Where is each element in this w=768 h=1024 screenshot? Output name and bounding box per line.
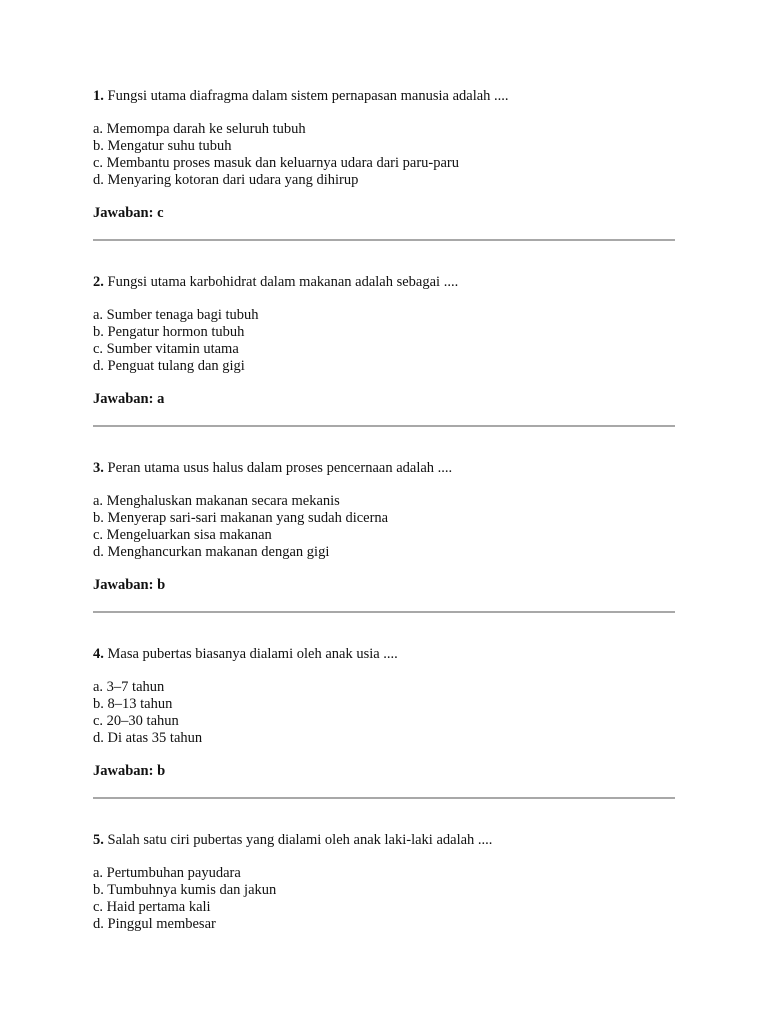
options-list — [93, 307, 675, 375]
question-prompt: Salah satu ciri pubertas yang dialami oleh anak laki-laki adalah .... — [107, 832, 493, 848]
divider — [93, 425, 675, 427]
question-3 — [93, 460, 675, 613]
option-a: a. Menghaluskan makanan secara mekanis — [93, 493, 340, 509]
options-list — [93, 493, 675, 561]
question-prompt: Masa pubertas biasanya dialami oleh anak usia .... — [107, 646, 398, 662]
question-number: 3. — [93, 460, 104, 476]
option-c: c. Sumber vitamin utama — [93, 341, 239, 357]
option-d: d. Menghancurkan makanan dengan gigi — [93, 544, 330, 560]
options-list — [93, 679, 675, 747]
question-text — [93, 832, 675, 849]
answer-key — [93, 391, 675, 408]
answer-value: c — [157, 205, 164, 221]
option-a: a. Sumber tenaga bagi tubuh — [93, 307, 259, 323]
option-d: d. Menyaring kotoran dari udara yang dihirup — [93, 172, 359, 188]
option-d: d. Pinggul membesar — [93, 916, 216, 932]
option-b: b. Menyerap sari-sari makanan yang sudah dicerna — [93, 510, 389, 526]
answer-label: Jawaban: — [93, 205, 154, 221]
option-b: b. Pengatur hormon tubuh — [93, 324, 245, 340]
divider — [93, 611, 675, 613]
question-number: 4. — [93, 646, 104, 662]
question-text — [93, 646, 675, 663]
question-prompt: Fungsi utama karbohidrat dalam makanan adalah sebagai .... — [107, 274, 459, 290]
question-2 — [93, 274, 675, 427]
option-a: a. 3–7 tahun — [93, 679, 165, 695]
question-text — [93, 460, 675, 477]
option-b: b. Mengatur suhu tubuh — [93, 138, 232, 154]
question-number: 2. — [93, 274, 104, 290]
question-4 — [93, 646, 675, 799]
option-a: a. Memompa darah ke seluruh tubuh — [93, 121, 306, 137]
answer-key — [93, 577, 675, 594]
question-prompt: Peran utama usus halus dalam proses pencernaan adalah .... — [107, 460, 453, 476]
question-prompt: Fungsi utama diafragma dalam sistem pernapasan manusia adalah .... — [107, 88, 509, 104]
answer-label: Jawaban: — [93, 577, 154, 593]
answer-value: a — [157, 391, 165, 407]
question-1 — [93, 88, 675, 241]
options-list — [93, 865, 675, 933]
answer-value: b — [157, 763, 166, 779]
answer-label: Jawaban: — [93, 391, 154, 407]
option-b: b. Tumbuhnya kumis dan jakun — [93, 882, 277, 898]
option-c: c. Haid pertama kali — [93, 899, 211, 915]
question-number: 1. — [93, 88, 104, 104]
question-5 — [93, 832, 675, 933]
option-c: c. 20–30 tahun — [93, 713, 179, 729]
divider — [93, 239, 675, 241]
options-list — [93, 121, 675, 189]
option-c: c. Mengeluarkan sisa makanan — [93, 527, 272, 543]
quiz-document — [93, 88, 675, 949]
option-b: b. 8–13 tahun — [93, 696, 173, 712]
divider — [93, 797, 675, 799]
option-c: c. Membantu proses masuk dan keluarnya udara dari paru-paru — [93, 155, 459, 171]
option-d: d. Penguat tulang dan gigi — [93, 358, 245, 374]
option-a: a. Pertumbuhan payudara — [93, 865, 241, 881]
answer-value: b — [157, 577, 166, 593]
question-text — [93, 274, 675, 291]
answer-key — [93, 763, 675, 780]
question-text — [93, 88, 675, 105]
question-number: 5. — [93, 832, 104, 848]
option-d: d. Di atas 35 tahun — [93, 730, 203, 746]
answer-key — [93, 205, 675, 222]
answer-label: Jawaban: — [93, 763, 154, 779]
